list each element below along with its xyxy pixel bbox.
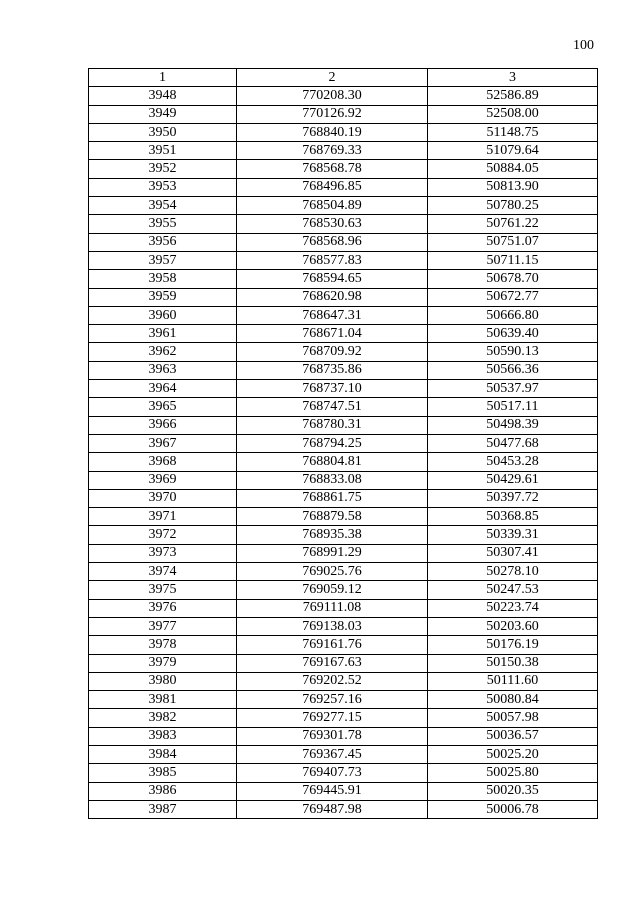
table-row bbox=[89, 599, 598, 617]
table-cell-col-1: 3948 bbox=[89, 87, 237, 105]
table-cell-col-2: 768879.58 bbox=[237, 508, 428, 526]
table-cell-col-3: 50247.53 bbox=[428, 581, 598, 599]
table-row bbox=[89, 453, 598, 471]
table-cell-col-1: 3950 bbox=[89, 123, 237, 141]
table-cell-col-2: 768671.04 bbox=[237, 325, 428, 343]
table-cell-col-2: 768568.96 bbox=[237, 233, 428, 251]
table-cell-col-3: 50080.84 bbox=[428, 691, 598, 709]
table-cell-col-1: 3958 bbox=[89, 270, 237, 288]
table-cell-col-1: 3954 bbox=[89, 197, 237, 215]
table-row bbox=[89, 709, 598, 727]
table-cell-col-3: 50639.40 bbox=[428, 325, 598, 343]
table-cell-col-3: 50453.28 bbox=[428, 453, 598, 471]
table-cell-col-1: 3972 bbox=[89, 526, 237, 544]
table-cell-col-3: 50006.78 bbox=[428, 800, 598, 818]
table-row bbox=[89, 416, 598, 434]
table-cell-col-1: 3985 bbox=[89, 764, 237, 782]
table-row bbox=[89, 672, 598, 690]
column-header-3: 3 bbox=[428, 69, 598, 87]
table-cell-col-2: 768747.51 bbox=[237, 398, 428, 416]
table-cell-col-3: 50307.41 bbox=[428, 544, 598, 562]
table-cell-col-1: 3974 bbox=[89, 563, 237, 581]
table-cell-col-2: 769277.15 bbox=[237, 709, 428, 727]
table-cell-col-1: 3970 bbox=[89, 489, 237, 507]
table-cell-col-2: 768735.86 bbox=[237, 361, 428, 379]
table-cell-col-1: 3976 bbox=[89, 599, 237, 617]
table-row bbox=[89, 636, 598, 654]
table-cell-col-2: 769487.98 bbox=[237, 800, 428, 818]
table-cell-col-2: 768935.38 bbox=[237, 526, 428, 544]
table-row bbox=[89, 87, 598, 105]
table-cell-col-1: 3969 bbox=[89, 471, 237, 489]
table-cell-col-3: 50517.11 bbox=[428, 398, 598, 416]
table-cell-col-1: 3955 bbox=[89, 215, 237, 233]
table-cell-col-3: 51148.75 bbox=[428, 123, 598, 141]
table-cell-col-2: 769202.52 bbox=[237, 672, 428, 690]
table-cell-col-3: 50223.74 bbox=[428, 599, 598, 617]
table-cell-col-1: 3984 bbox=[89, 745, 237, 763]
table-cell-col-1: 3975 bbox=[89, 581, 237, 599]
table-row bbox=[89, 380, 598, 398]
table-cell-col-2: 769138.03 bbox=[237, 617, 428, 635]
table-cell-col-2: 769301.78 bbox=[237, 727, 428, 745]
table-cell-col-1: 3987 bbox=[89, 800, 237, 818]
table-row bbox=[89, 727, 598, 745]
table-cell-col-1: 3953 bbox=[89, 178, 237, 196]
table-cell-col-3: 50057.98 bbox=[428, 709, 598, 727]
table-row bbox=[89, 197, 598, 215]
table-cell-col-2: 769059.12 bbox=[237, 581, 428, 599]
table-header bbox=[89, 69, 598, 87]
table-cell-col-1: 3973 bbox=[89, 544, 237, 562]
table-row bbox=[89, 105, 598, 123]
table-cell-col-2: 768496.85 bbox=[237, 178, 428, 196]
table-cell-col-3: 50339.31 bbox=[428, 526, 598, 544]
table-cell-col-1: 3965 bbox=[89, 398, 237, 416]
table-cell-col-2: 769025.76 bbox=[237, 563, 428, 581]
table-row bbox=[89, 782, 598, 800]
table-cell-col-2: 769167.63 bbox=[237, 654, 428, 672]
table-cell-col-3: 50498.39 bbox=[428, 416, 598, 434]
table-row bbox=[89, 398, 598, 416]
table-cell-col-2: 768568.78 bbox=[237, 160, 428, 178]
table-cell-col-3: 50176.19 bbox=[428, 636, 598, 654]
header-row bbox=[89, 69, 598, 87]
table-cell-col-3: 50590.13 bbox=[428, 343, 598, 361]
table-cell-col-2: 770126.92 bbox=[237, 105, 428, 123]
table-cell-col-2: 768737.10 bbox=[237, 380, 428, 398]
table-row bbox=[89, 178, 598, 196]
table-cell-col-2: 769161.76 bbox=[237, 636, 428, 654]
table-body bbox=[89, 87, 598, 819]
table-cell-col-2: 769445.91 bbox=[237, 782, 428, 800]
table-row bbox=[89, 434, 598, 452]
table-cell-col-2: 768769.33 bbox=[237, 142, 428, 160]
table-row bbox=[89, 617, 598, 635]
table-row bbox=[89, 489, 598, 507]
table-cell-col-1: 3963 bbox=[89, 361, 237, 379]
table-cell-col-1: 3981 bbox=[89, 691, 237, 709]
table-row bbox=[89, 361, 598, 379]
table-row bbox=[89, 215, 598, 233]
table-cell-col-2: 769111.08 bbox=[237, 599, 428, 617]
table-cell-col-2: 769257.16 bbox=[237, 691, 428, 709]
table-cell-col-1: 3982 bbox=[89, 709, 237, 727]
table-cell-col-3: 50397.72 bbox=[428, 489, 598, 507]
table-cell-col-1: 3983 bbox=[89, 727, 237, 745]
table-row bbox=[89, 691, 598, 709]
table-cell-col-1: 3966 bbox=[89, 416, 237, 434]
table-row bbox=[89, 142, 598, 160]
table-cell-col-1: 3956 bbox=[89, 233, 237, 251]
table-row bbox=[89, 123, 598, 141]
table-cell-col-1: 3957 bbox=[89, 251, 237, 269]
table-cell-col-3: 52586.89 bbox=[428, 87, 598, 105]
table-cell-col-3: 50761.22 bbox=[428, 215, 598, 233]
table-cell-col-2: 768504.89 bbox=[237, 197, 428, 215]
table-cell-col-1: 3951 bbox=[89, 142, 237, 160]
table-row bbox=[89, 563, 598, 581]
table-cell-col-1: 3986 bbox=[89, 782, 237, 800]
table-cell-col-3: 50368.85 bbox=[428, 508, 598, 526]
table-cell-col-3: 50678.70 bbox=[428, 270, 598, 288]
table-row bbox=[89, 160, 598, 178]
table-row bbox=[89, 581, 598, 599]
table-row bbox=[89, 233, 598, 251]
table-cell-col-1: 3964 bbox=[89, 380, 237, 398]
table-cell-col-2: 768577.83 bbox=[237, 251, 428, 269]
coordinate-table bbox=[88, 68, 598, 819]
table-cell-col-1: 3959 bbox=[89, 288, 237, 306]
table-cell-col-3: 50025.80 bbox=[428, 764, 598, 782]
page-number: 100 bbox=[573, 38, 594, 53]
table-row bbox=[89, 325, 598, 343]
table-cell-col-2: 768709.92 bbox=[237, 343, 428, 361]
table-cell-col-1: 3977 bbox=[89, 617, 237, 635]
table-cell-col-3: 50537.97 bbox=[428, 380, 598, 398]
table-cell-col-3: 50813.90 bbox=[428, 178, 598, 196]
table-cell-col-1: 3979 bbox=[89, 654, 237, 672]
table-cell-col-3: 50111.60 bbox=[428, 672, 598, 690]
table-cell-col-2: 768833.08 bbox=[237, 471, 428, 489]
table-cell-col-2: 768840.19 bbox=[237, 123, 428, 141]
table-cell-col-3: 50025.20 bbox=[428, 745, 598, 763]
table-cell-col-2: 768861.75 bbox=[237, 489, 428, 507]
table-row bbox=[89, 745, 598, 763]
table-cell-col-3: 51079.64 bbox=[428, 142, 598, 160]
table-cell-col-1: 3971 bbox=[89, 508, 237, 526]
table-cell-col-2: 769367.45 bbox=[237, 745, 428, 763]
table-row bbox=[89, 654, 598, 672]
table-cell-col-1: 3952 bbox=[89, 160, 237, 178]
table-cell-col-2: 769407.73 bbox=[237, 764, 428, 782]
table-row bbox=[89, 544, 598, 562]
table-row bbox=[89, 764, 598, 782]
table-cell-col-3: 50672.77 bbox=[428, 288, 598, 306]
table-cell-col-2: 768991.29 bbox=[237, 544, 428, 562]
table-row bbox=[89, 471, 598, 489]
table-row bbox=[89, 508, 598, 526]
table-cell-col-2: 768594.65 bbox=[237, 270, 428, 288]
table-cell-col-3: 50780.25 bbox=[428, 197, 598, 215]
table-row bbox=[89, 251, 598, 269]
table-cell-col-3: 50150.38 bbox=[428, 654, 598, 672]
table-cell-col-1: 3978 bbox=[89, 636, 237, 654]
table-cell-col-1: 3968 bbox=[89, 453, 237, 471]
table-cell-col-3: 50751.07 bbox=[428, 233, 598, 251]
table-cell-col-3: 50036.57 bbox=[428, 727, 598, 745]
table-cell-col-3: 50884.05 bbox=[428, 160, 598, 178]
table-cell-col-1: 3967 bbox=[89, 434, 237, 452]
table-cell-col-3: 52508.00 bbox=[428, 105, 598, 123]
table-row bbox=[89, 800, 598, 818]
table-cell-col-1: 3962 bbox=[89, 343, 237, 361]
column-header-2: 2 bbox=[237, 69, 428, 87]
table-cell-col-2: 768780.31 bbox=[237, 416, 428, 434]
table-cell-col-2: 768647.31 bbox=[237, 306, 428, 324]
table-cell-col-2: 768620.98 bbox=[237, 288, 428, 306]
table-row bbox=[89, 270, 598, 288]
table-cell-col-2: 768804.81 bbox=[237, 453, 428, 471]
table-row bbox=[89, 526, 598, 544]
table-row bbox=[89, 288, 598, 306]
table-row bbox=[89, 306, 598, 324]
table-cell-col-1: 3961 bbox=[89, 325, 237, 343]
table-cell-col-3: 50203.60 bbox=[428, 617, 598, 635]
table-cell-col-1: 3980 bbox=[89, 672, 237, 690]
table-cell-col-3: 50020.35 bbox=[428, 782, 598, 800]
table-cell-col-1: 3960 bbox=[89, 306, 237, 324]
table-cell-col-2: 768530.63 bbox=[237, 215, 428, 233]
table-cell-col-1: 3949 bbox=[89, 105, 237, 123]
table-cell-col-2: 770208.30 bbox=[237, 87, 428, 105]
table-cell-col-3: 50477.68 bbox=[428, 434, 598, 452]
table-row bbox=[89, 343, 598, 361]
table-cell-col-3: 50278.10 bbox=[428, 563, 598, 581]
table-cell-col-3: 50666.80 bbox=[428, 306, 598, 324]
table-cell-col-2: 768794.25 bbox=[237, 434, 428, 452]
table-cell-col-3: 50566.36 bbox=[428, 361, 598, 379]
column-header-1: 1 bbox=[89, 69, 237, 87]
table-cell-col-3: 50429.61 bbox=[428, 471, 598, 489]
table-cell-col-3: 50711.15 bbox=[428, 251, 598, 269]
